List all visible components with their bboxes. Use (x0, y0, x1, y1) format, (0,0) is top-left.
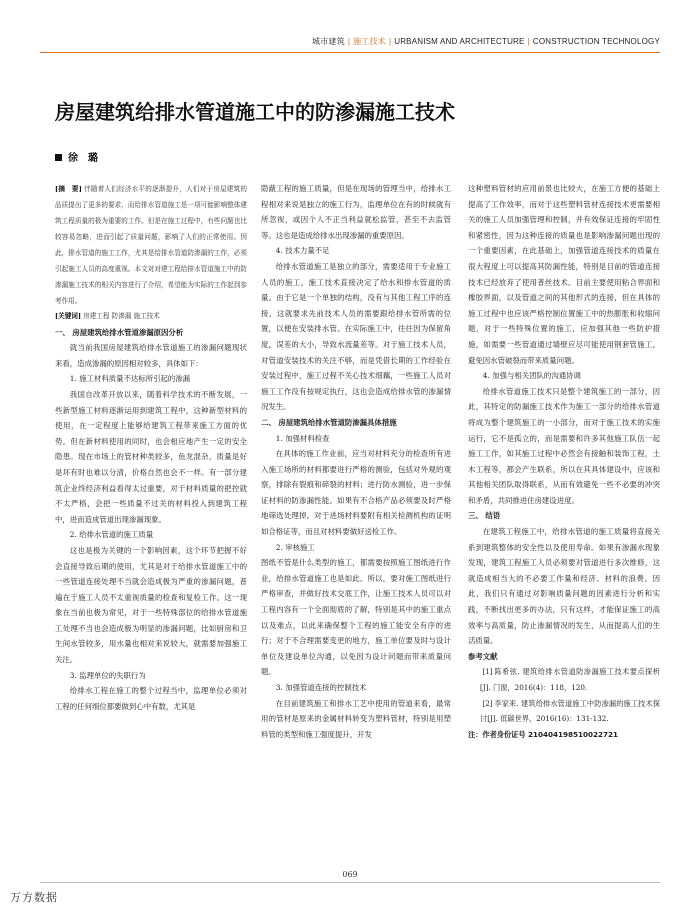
abstract (55, 181, 247, 309)
paragraph: 就当前我国房屋建筑给排水管道施工的渗漏问题现状来看，造成渗漏的原因相对较多，具体如下： (55, 343, 247, 368)
author-name: 徐 璐 (68, 153, 98, 164)
header-section: 施工技术 (353, 37, 386, 46)
header-separator: | (388, 37, 392, 46)
abstract-text: 伴随着人们经济水平的逐渐提升，人们对于房屋建筑的品质提出了更多的要求，而给排水管道施工是一项可能影响整体建筑工程质量的极为重要的工作。但是在施工过程中，有些问题也比较容易忽略，进而引起了质量问题，影响了人们的正常使用。因此，排水管道的施工工作，尤其是给排水管道防渗漏的工作，必须引起施工人员的高度重视。本文对对建工程给排水管道施工中的防渗漏施工技术的相关内容进行了介绍，希望能为实际的工作起到参考作用。 (55, 185, 247, 305)
reference-number: [2] (482, 698, 493, 708)
paragraph: 这也是极为关键的一个影响因素，这个环节把握不好会直接导致后期的使用，尤其是对于给排水管道施工中的一些管道连接处理不当就会造成极为严重的渗漏问题，普遍在于施工人员不太重视质量的检查和复检工作。这一现象在当前也极为常见，对于一些特殊部位的给排水管道施工处理不当也会造成极为明显的渗漏问题，比如厨房和卫生间水管较多，用水量也相对来说较大，就需要加强施工关注。 (55, 545, 247, 665)
header-journal: 城市建筑 (312, 37, 345, 46)
reference-item (468, 664, 660, 695)
keywords-text: 房建工程 防渗漏 施工技术 (83, 312, 160, 320)
reference-text: 陈希弦. 建筑给排水管道防渗漏施工技术要点探析[J]. 门窗，2016(4)：118，120. (480, 667, 660, 692)
author-id-note: 注：作者身份证号 210404198510022721 (468, 729, 619, 739)
subsection-heading: 4. 加强与相关团队的沟通协调 (482, 371, 581, 381)
column-2 (261, 181, 451, 742)
section-heading: 三、 结语 (468, 511, 501, 521)
footer-rule (40, 882, 660, 883)
subsection-heading: 3. 加强管道连接的控制技术 (275, 683, 367, 692)
abstract-tag: [摘 要] (55, 185, 82, 193)
section-heading: 一、 房屋建筑给排水管道渗漏原因分析 (55, 327, 184, 337)
subsection-heading: 4. 技术力量不足 (275, 246, 330, 256)
subsection-heading: 1. 加强材料检查 (275, 433, 330, 443)
paragraph: 给排水管道施工技术只是整个建筑施工的一部分，因此，其特定的防漏施工技术作为施工一部分的给排水管道将成为整个建筑施工的一小部分，而对于施工技术的实施运行，它不是孤立的，而是需要和许多其他施工队伍一起施工工作，如其施工过程中必然会有接触和装饰工程，土木工程等，都会产生联系，所以在其具体建设中，应该和其他相关团队取得联系，从而有效避免一些不必要的冲突和矛盾，共同推进住房建设进度。 (468, 386, 660, 505)
header-separator: | (527, 37, 530, 46)
reference-number: [1] (482, 667, 493, 677)
references-heading: 参考文献 (468, 651, 498, 661)
paragraph: 给排水管道施工是独立的部分，需要适用于专业施工人员的施工，施工技术直接决定了给水和排水管道的质量。由于它是一个单独的结构，没有与其他工程工序的连接，这就要求先前技术人员的需要跟给排水管所需的位置，以便在安装排水管。在实际施工中，往往因为保留角度，误差的大小，导致水流量差等。对于施工技术人员，对管道安装技术的关注不够，而是凭借长期的工作经验在安装过程中，施工过程不关心技术细藕，一些施工人员对施工工作没有按规定执行，这也会造成给排水管的渗漏情况发生。 (261, 261, 451, 412)
article-title: 房屋建筑给排水管道施工中的防渗漏施工技术 (55, 100, 455, 124)
source-watermark: 万方数据 (10, 891, 58, 904)
paragraph: 图纸不管是什么类型的施工，都需要按照施工图纸进行作业，给排水管道施工也是如此。所以，要对施工图纸进行严格审查，并做好技术交底工作，让施工技术人员可以对工程内容有一个全面彻底的了解，特别是其中的施工重点以及难点，以此来确保整个工程的施工能安全有序的进行；对于不合理需要变更的地方，施工单位要及时与设计单位及建设单位沟通，以免因为设计问题而带来质量问题。 (261, 558, 451, 677)
paragraph: 在目前建筑施工和排水工艺中使用的管道来看，最常用的管材是原来的金属材料转变为塑料管材，特别是用塑料管的类型和施工强度提升，开发 (261, 698, 451, 739)
subsection-heading: 3. 监理单位的失职行为 (69, 670, 146, 680)
paragraph: 我国自改革开放以来，随着科学技术的不断发展，一些新型施工材料逐渐运用到建筑工程中，这种新型材料的使用，在一定程度上能够给建筑工程带来施工方面的优势。但在新材料使用的同时，也会相应地产生一定的安全隐患。现在市场上的管材种类较多，鱼龙混杂，质量是好是坏有时也难以分清，价格自然也会不一样。有一部分建筑企业终经济利益看得太过重要，对于材料质量的把控就不太严格，会把一些质量不过关的材料投入到建筑工程中，进而造成管道出现渗漏现象。 (55, 389, 247, 524)
header-rule (40, 52, 660, 53)
reference-item (468, 696, 660, 727)
paragraph: 在建筑工程施工中，给排水管道的施工质量将直接关系到建筑整体的安全性以及使用寿命。如果有渗漏水现象发现，建筑工程施工人员必须要对管道进行多次维修，这就造成相当大的不必要工作量和经济、材料的浪费。因此，我们只有通过对影响质量问题的因素进行分析和实践，不断找出更多的办法，只有这样，才能保证施工的高效率与高质量，防止渗漏情况的发生，从而提高人们的生活质量。 (468, 527, 660, 646)
header-section-en: CONSTRUCTION TECHNOLOGY (532, 37, 660, 46)
keywords (55, 309, 247, 325)
square-bullet-icon (55, 154, 62, 161)
paragraph: 给排水工程在施工的整个过程当中，监理单位必须对工程的任何细位都要做到心中有数，尤其是 (55, 686, 247, 711)
header-separator: | (347, 37, 351, 46)
column-1 (55, 181, 247, 714)
author-line (55, 149, 98, 164)
running-header (0, 36, 660, 47)
page-number: 069 (342, 870, 358, 879)
subsection-heading: 2. 审核施工 (275, 542, 315, 552)
keywords-tag: [关键词] (55, 312, 82, 320)
column-3 (468, 181, 660, 742)
reference-text: 李家来. 建筑给排水管道施工中防渗漏的施工技术探讨[J]. 低碳世界，2016(16)：131-132. (480, 698, 660, 724)
paragraph: 在具体的施工作业前，应当对材料充分的检查所有进入施工场所的材料都要进行严格的测验，包括对外观的观察，排除有裂痕和碎裂的材料；进行防水测验，进一步保证材料的防渗漏性能。如果有不合格产品必须要及时严格地筛选处理掉。对于进场材料要附有相关检测机构的证明如合格证等，而且对材料要做好送检工作。 (261, 449, 451, 537)
subsection-heading: 2. 给排水管道的施工质量 (69, 530, 154, 540)
subsection-heading: 1. 施工材料质量不达标所引起的渗漏 (69, 374, 191, 384)
section-heading: 二、 房屋建筑给排水管道防渗漏具体措施 (261, 417, 397, 427)
paragraph: 隐蔽工程的施工质量，但是在现场的管理当中，给排水工程相对来说是独立的施工行为，监理单位在有的时候就有所忽视，或因个人不正当利益就松监管，甚至不去监管等。这也是造成给排水出现渗漏的重要原因。 (261, 184, 451, 240)
paragraph: 这种塑料管材的应用前景也比较大，在施工方便的基础上提高了工作效率，而对于这些塑料管材连接技术更需要相关的施工人员加强管理和控制，并有效保证连接的牢固性和紧密性，因为这种连接的质量也是影响渗漏问题出现的一个重要因素，在此基础上，加强管道连接技术的质量在很大程度上可以提高其防漏性能，特别是目前的管道连接技术已经放弃了使用普丝技术。目前主要使用粘合界面和橡胶界面，以及管道之间的其他形式的连接，但在具体的施工过程中也应该严格控制位置施工中的热膨胀和收缩问题，对于一些特殊位置的施工，应加强其他一些防护措施，如需要一些管道通过墙壁应尽可能使用钢套管施工，避免因水管破裂而带来质量问题。 (468, 184, 660, 365)
header-journal-en: URBANISM AND ARCHITECTURE (394, 37, 525, 46)
